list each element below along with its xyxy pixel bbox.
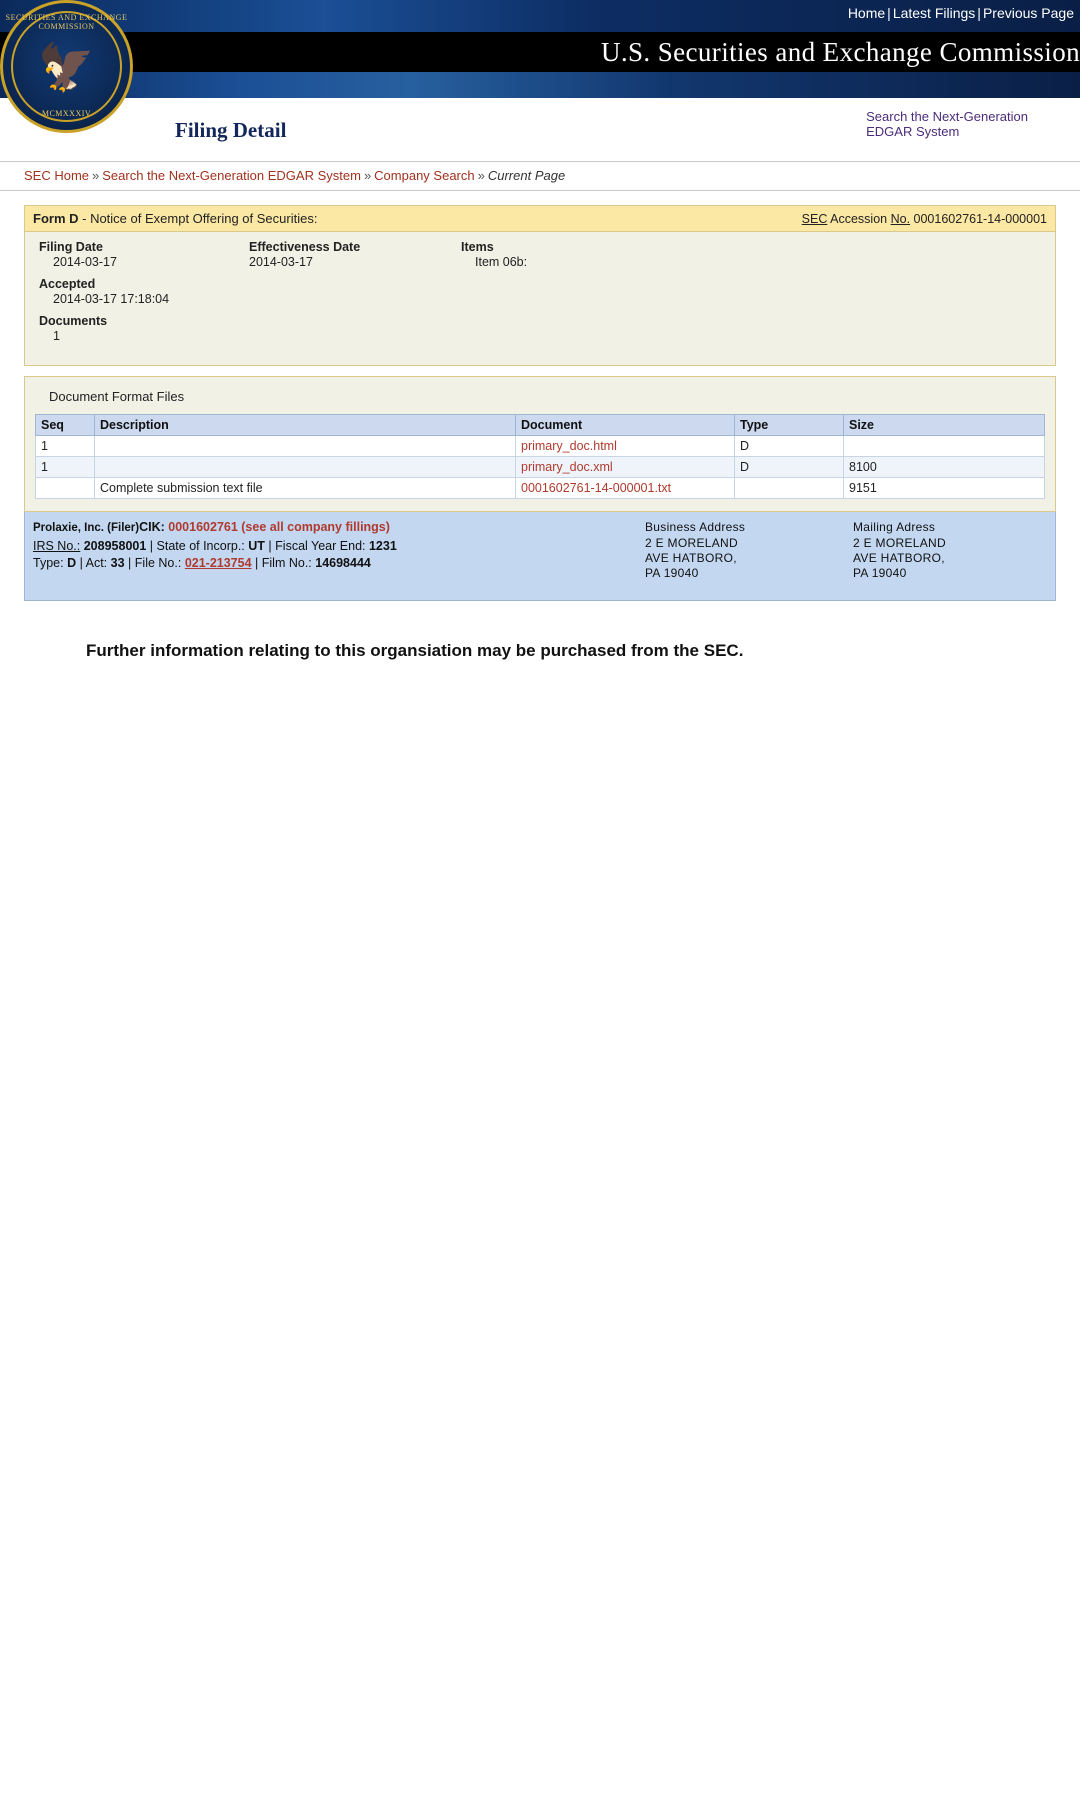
column-header-type: Type bbox=[735, 415, 844, 436]
filer-cik-link[interactable]: 0001602761 (see all company fillings) bbox=[168, 520, 390, 534]
cell-size bbox=[844, 436, 1045, 457]
table-row bbox=[36, 478, 1045, 499]
filer-act-label: Act: bbox=[85, 556, 108, 570]
breadcrumb-item-sec-home[interactable]: SEC Home bbox=[24, 168, 90, 183]
filer-file-no-label: File No.: bbox=[134, 556, 182, 570]
accession-block bbox=[802, 212, 1047, 226]
form-type-block bbox=[33, 211, 317, 226]
breadcrumb-item-current: Current Page bbox=[487, 168, 566, 183]
mailing-address-line3: PA 19040 bbox=[853, 566, 907, 580]
filing-info-col-effectiveness bbox=[249, 240, 461, 351]
filer-type-line bbox=[33, 556, 633, 570]
cell-description: Complete submission text file bbox=[95, 478, 516, 499]
filing-info-col-dates bbox=[39, 240, 249, 351]
document-format-files-panel bbox=[24, 376, 1056, 512]
edgar-search-link-line2[interactable]: EDGAR System bbox=[866, 124, 960, 139]
documents-table bbox=[35, 414, 1045, 499]
filer-identity-line bbox=[33, 520, 633, 534]
seal-text-top: SECURITIES AND EXCHANGE COMMISSION bbox=[5, 13, 128, 31]
filing-date-value: 2014-03-17 bbox=[53, 255, 117, 269]
filer-film-no-value: 14698444 bbox=[315, 556, 371, 570]
business-address-line1: 2 E MORELAND bbox=[645, 536, 738, 550]
mailing-address-block bbox=[853, 520, 946, 581]
filer-panel bbox=[24, 512, 1056, 601]
edgar-search-link[interactable] bbox=[866, 109, 1028, 139]
cell-type: D bbox=[735, 457, 844, 478]
filer-irs-value: 208958001 bbox=[83, 539, 147, 553]
filer-type-value: D bbox=[67, 556, 77, 570]
nav-previous-page-link[interactable]: Previous Page bbox=[982, 5, 1074, 21]
document-link[interactable]: 0001602761-14-000001.txt bbox=[521, 481, 672, 495]
cell-description bbox=[95, 436, 516, 457]
cell-document[interactable] bbox=[516, 478, 735, 499]
breadcrumb-item-edgar-search[interactable]: Search the Next-Generation EDGAR System bbox=[102, 168, 361, 183]
documents-table-header-row bbox=[36, 415, 1045, 436]
filing-summary-header bbox=[25, 206, 1055, 232]
accession-number: 0001602761-14-000001 bbox=[913, 211, 1047, 226]
filer-fiscal-value: 1231 bbox=[368, 539, 397, 553]
filing-info-grid bbox=[25, 232, 1055, 365]
table-row bbox=[36, 457, 1045, 478]
business-address-line2: AVE HATBORO, bbox=[645, 551, 737, 565]
form-description: - Notice of Exempt Offering of Securities: bbox=[82, 211, 318, 226]
filing-info-col-items bbox=[461, 240, 721, 351]
eagle-icon: 🦅 bbox=[37, 40, 96, 93]
cell-description bbox=[95, 457, 516, 478]
accession-label-no: No. bbox=[890, 211, 911, 226]
filing-date-label: Filing Date bbox=[39, 240, 103, 254]
table-row bbox=[36, 436, 1045, 457]
document-link[interactable]: primary_doc.html bbox=[521, 439, 617, 453]
items-value: Item 06b: bbox=[475, 255, 528, 269]
seal-text-bottom: MCMXXXIV bbox=[41, 109, 92, 118]
filer-pipe-4: | bbox=[128, 556, 132, 570]
further-information-note bbox=[86, 641, 1056, 661]
filer-file-no-link[interactable]: 021-213754 bbox=[184, 556, 252, 570]
document-link[interactable]: primary_doc.xml bbox=[521, 460, 613, 474]
mailing-address-line1: 2 E MORELAND bbox=[853, 536, 946, 550]
cell-document[interactable] bbox=[516, 457, 735, 478]
title-row bbox=[0, 103, 1080, 161]
nav-latest-filings-link[interactable]: Latest Filings bbox=[892, 5, 976, 21]
filer-film-no-label: Film No.: bbox=[261, 556, 312, 570]
business-address-block bbox=[645, 520, 745, 581]
filer-irs-line bbox=[33, 539, 633, 553]
sec-seal-icon bbox=[0, 0, 133, 133]
cell-seq: 1 bbox=[36, 436, 95, 457]
cell-type bbox=[735, 478, 844, 499]
filer-irs-label: IRS No.: bbox=[33, 539, 81, 553]
mailing-address-title: Mailing Adress bbox=[853, 520, 936, 534]
filer-act-value: 33 bbox=[110, 556, 125, 570]
nav-separator-1: | bbox=[887, 5, 891, 21]
cell-type: D bbox=[735, 436, 844, 457]
filer-company-name: Prolaxie, Inc. (Filer) bbox=[33, 522, 140, 534]
filer-cik-label: CIK: bbox=[139, 520, 165, 534]
filer-fiscal-label: Fiscal Year End: bbox=[275, 539, 366, 553]
column-header-document: Document bbox=[516, 415, 735, 436]
cell-document[interactable] bbox=[516, 436, 735, 457]
nav-separator-2: | bbox=[977, 5, 981, 21]
document-format-files-title: Document Format Files bbox=[49, 389, 185, 404]
business-address-line3: PA 19040 bbox=[645, 566, 699, 580]
top-navigation bbox=[848, 5, 1074, 21]
accession-label-rest: Accession bbox=[827, 211, 891, 226]
filing-summary-panel bbox=[24, 205, 1056, 366]
business-address-title: Business Address bbox=[645, 520, 746, 534]
breadcrumb-separator-2: » bbox=[363, 168, 372, 183]
breadcrumb-item-company-search[interactable]: Company Search bbox=[374, 168, 475, 183]
cell-seq: 1 bbox=[36, 457, 95, 478]
cell-size: 8100 bbox=[844, 457, 1045, 478]
mailing-address-line2: AVE HATBORO, bbox=[853, 551, 945, 565]
documents-label: Documents bbox=[39, 314, 108, 328]
filer-state-label: State of Incorp.: bbox=[156, 539, 245, 553]
effectiveness-date-value: 2014-03-17 bbox=[249, 255, 313, 269]
accession-label-sec: SEC bbox=[801, 211, 828, 226]
page-title: Filing Detail bbox=[175, 118, 287, 142]
filer-state-value: UT bbox=[248, 539, 265, 553]
column-header-seq: Seq bbox=[36, 415, 95, 436]
effectiveness-date-label: Effectiveness Date bbox=[249, 240, 361, 254]
accepted-label: Accepted bbox=[39, 277, 96, 291]
cell-size: 9151 bbox=[844, 478, 1045, 499]
column-header-description: Description bbox=[95, 415, 516, 436]
further-information-sec: SEC. bbox=[703, 641, 744, 660]
filer-pipe-2: | bbox=[268, 539, 272, 553]
form-type: Form D bbox=[33, 211, 79, 226]
filer-pipe-1: | bbox=[149, 539, 154, 553]
cell-seq bbox=[36, 478, 95, 499]
documents-value: 1 bbox=[53, 329, 60, 343]
filer-type-label: Type: bbox=[33, 556, 64, 570]
nav-home-link[interactable]: Home bbox=[847, 5, 886, 21]
breadcrumb-separator-1: » bbox=[92, 168, 100, 183]
edgar-search-link-line1[interactable]: Search the Next-Generation bbox=[866, 109, 1028, 124]
filer-pipe-5: | bbox=[255, 556, 259, 570]
filer-details bbox=[33, 520, 633, 588]
further-information-text: Further information relating to this organsiation may be purchased from the bbox=[86, 641, 704, 660]
breadcrumb-separator-3: » bbox=[477, 168, 485, 183]
breadcrumb bbox=[0, 161, 1080, 191]
agency-title: U.S. Securities and Exchange Commission bbox=[600, 37, 1080, 67]
filer-pipe-3: | bbox=[79, 556, 83, 570]
main-content bbox=[0, 191, 1080, 661]
masthead-bottom-band bbox=[0, 72, 1080, 98]
accepted-value: 2014-03-17 17:18:04 bbox=[53, 292, 170, 306]
column-header-size: Size bbox=[844, 415, 1045, 436]
items-label: Items bbox=[461, 240, 494, 254]
